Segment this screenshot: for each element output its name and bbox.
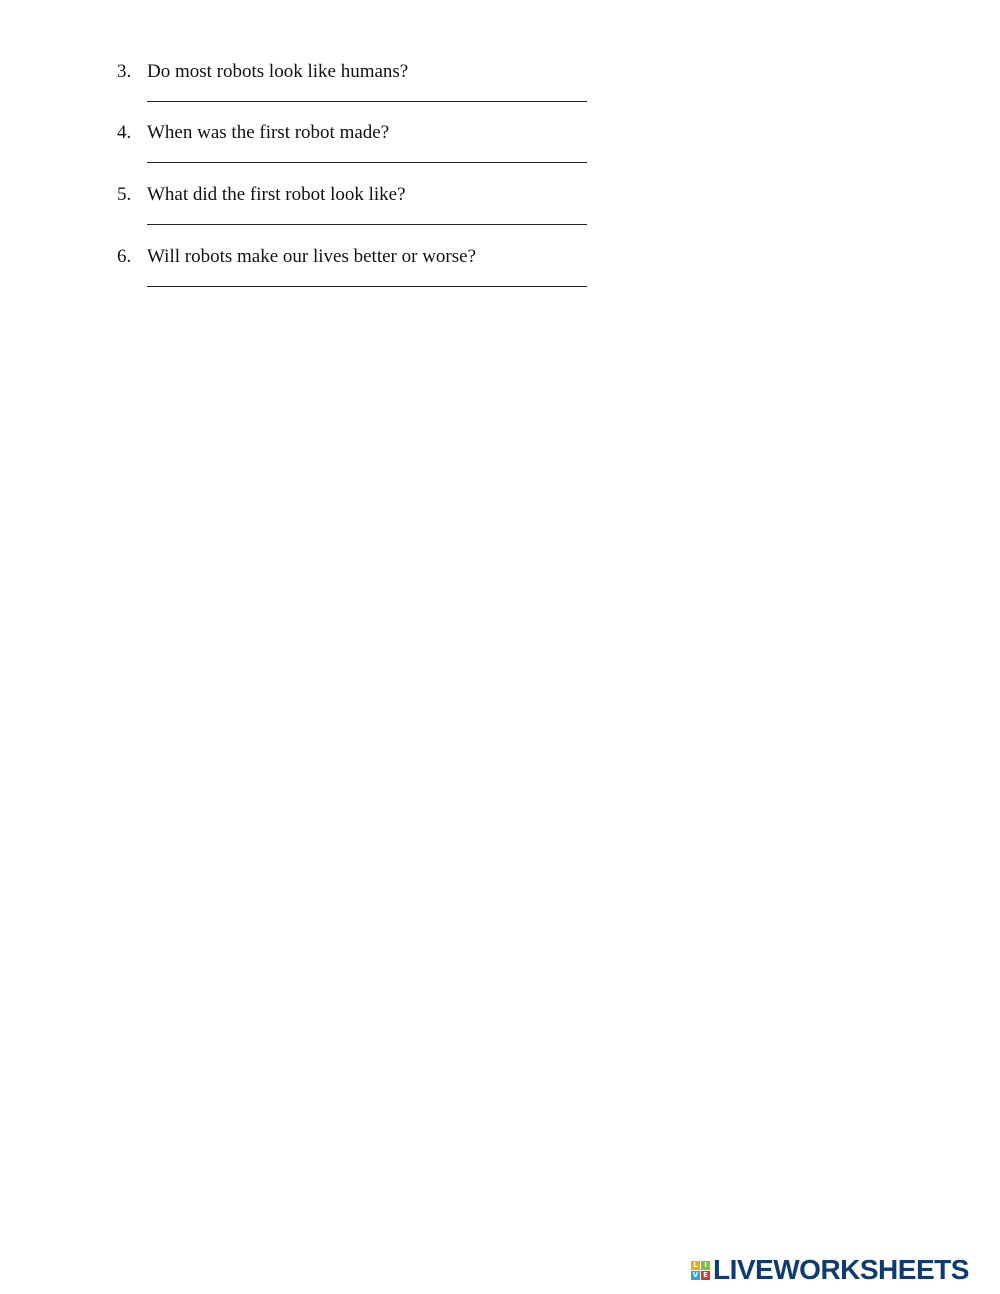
logo-block-i: I — [701, 1261, 710, 1270]
logo-wordmark: LIVEWORKSHEETS — [713, 1254, 969, 1285]
answer-line[interactable] — [147, 162, 587, 163]
question-number: 3. — [117, 61, 132, 82]
answer-line[interactable] — [147, 224, 587, 225]
question-number: 6. — [117, 246, 132, 267]
question-text: Will robots make our lives better or worse? — [147, 246, 477, 267]
logo-block-v: V — [692, 1270, 699, 1279]
question-item — [0, 184, 1000, 246]
question-item — [0, 61, 1000, 123]
question-number: 5. — [117, 184, 132, 205]
answer-line[interactable] — [147, 286, 587, 287]
question-text: When was the first robot made? — [147, 122, 390, 143]
question-text: Do most robots look like humans? — [147, 61, 409, 82]
question-item — [0, 122, 1000, 184]
question-text: What did the first robot look like? — [147, 184, 406, 205]
logo-block-e: E — [701, 1271, 710, 1280]
liveworksheets-logo — [691, 1256, 969, 1284]
logo-block-l: L — [691, 1261, 700, 1270]
answer-line[interactable] — [147, 101, 587, 102]
question-number: 4. — [117, 122, 132, 143]
logo-blocks-icon — [691, 1261, 710, 1280]
question-item — [0, 246, 1000, 308]
